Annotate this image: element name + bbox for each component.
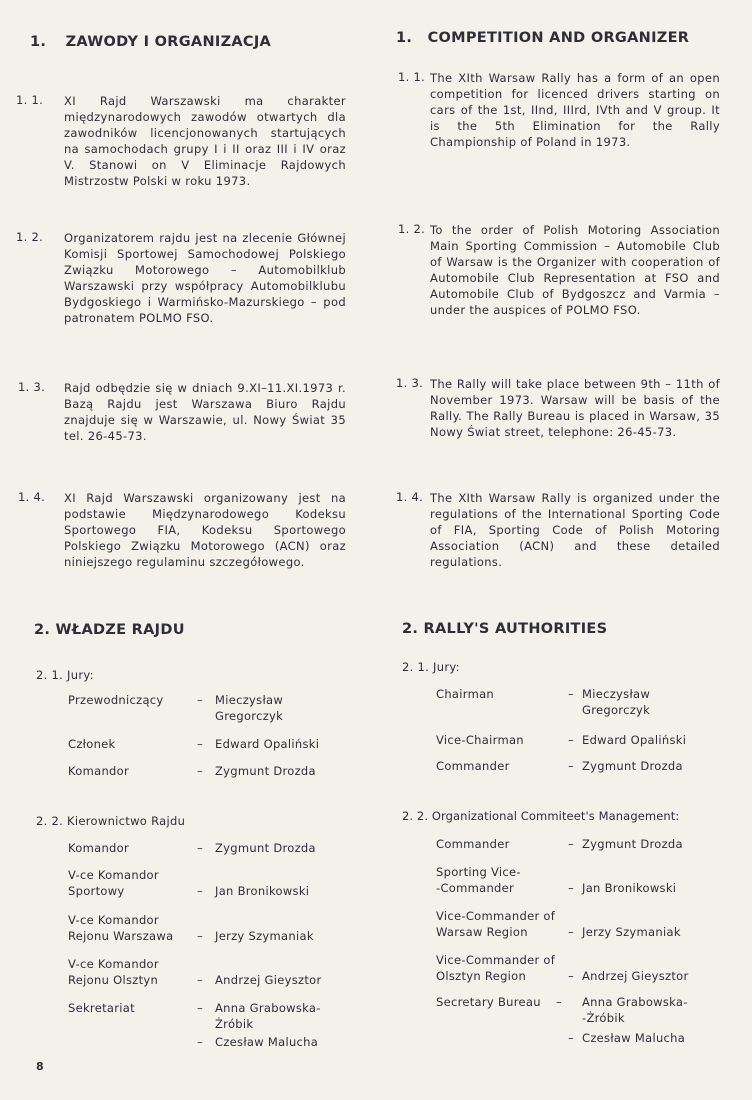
member-name: Andrzej Gieysztor: [582, 969, 689, 983]
paragraph-number: 1. 2.: [16, 230, 44, 244]
page-number: 8: [36, 1060, 44, 1073]
role-label: Secretary Bureau: [436, 995, 541, 1009]
dash: –: [568, 837, 575, 851]
paragraph-number: 1. 3.: [18, 380, 46, 394]
dash: –: [568, 881, 575, 895]
role-label: Commander: [436, 837, 510, 851]
section-title: ZAWODY I ORGANIZACJA: [65, 34, 272, 50]
role-label: Vice-Chairman: [436, 733, 524, 747]
member-name: Anna Grabowska- -Żróbik: [582, 995, 688, 1025]
paragraph-text: The XIth Warsaw Rally has a form of an open competition for licenced drivers starting on cars of the 1st, IInd, IIIrd, IVth and V group. It is the 5th Elimination for the Rally Championship of Poland in 1973.: [430, 71, 720, 149]
section-number: 1.: [396, 30, 413, 46]
management-list: [68, 840, 358, 1052]
role-label: Vice-Commander of Olsztyn Region: [436, 953, 556, 983]
jury-row: [68, 692, 358, 724]
paragraph-text: XI Rajd Warszawski ma charakter międzynarodowych zawodów otwartych dla zawodników licencjonowanych startujących na samochodach grupy I i II oraz III i IV oraz V. Stanowi on V Eliminacje Rajdowych Mistrzostw Polski w roku 1973.: [64, 94, 346, 188]
member-name: Zygmunt Drozda: [215, 764, 316, 778]
role-label: Członek: [68, 737, 116, 751]
role-label: Przewodniczący: [68, 693, 164, 707]
paragraph-text: The Rally will take place between 9th – 11th of November 1973. Warsaw will be basis of the Rally. The Rally Bureau is placed in Warsaw, 35 Nowy Świat street, telephone: 26-45-73.: [430, 377, 720, 439]
dash: –: [568, 969, 575, 983]
dash: –: [197, 764, 204, 778]
management-heading: 2. 2. Organizational Commiteet's Management:: [402, 809, 680, 823]
member-name: Zygmunt Drozda: [582, 759, 683, 773]
dash: –: [197, 1001, 204, 1015]
member-name: Edward Opaliński: [215, 737, 320, 751]
member-name: Zygmunt Drozda: [582, 837, 683, 851]
dash: –: [568, 733, 575, 747]
dash: –: [568, 759, 575, 773]
management-list: [436, 836, 746, 1058]
dash: –: [568, 925, 575, 939]
member-name: Mieczysław Gregorczyk: [215, 693, 284, 723]
section-title: COMPETITION AND ORGANIZER: [427, 30, 690, 46]
paragraph-text: To the order of Polish Motoring Association Main Sporting Commission – Automobile Club of Warsaw is the Organizer with cooperation of Automobile Club Representation at FSO and Automobile Club of Bydgoszcz and Varmia – under the auspices of POLMO FSO.: [430, 223, 720, 317]
jury-heading: 2. 1. Jury:: [402, 660, 460, 674]
paragraph-text: Organizatorem rajdu jest na zlecenie Głównej Komisji Sportowej Samochodowej Polskiego Związku Motorowego – Automobilklub Warszawski przy współpracy Automobilklubu Bydgoskiego i Warmińsko-Mazurskiego – pod patronatem POLMO FSO.: [64, 231, 346, 325]
dash: –: [556, 995, 563, 1009]
jury-list: [68, 692, 358, 792]
paragraph-text: Rajd odbędzie się w dniach 9.XI–11.XI.1973 r. Bazą Rajdu jest Warszawa Biuro Rajdu znajduje się w Warszawie, ul. Nowy Świat 35 tel. 26-45-73.: [64, 381, 346, 443]
section-1-heading-pl: [30, 34, 271, 50]
role-label: V-ce Komandor Sportowy: [68, 868, 159, 898]
section-2-heading-pl: 2. WŁADZE RAJDU: [34, 622, 185, 638]
paragraph-number: 1. 3.: [396, 376, 424, 390]
dash: –: [197, 737, 204, 751]
member-name: Czesław Malucha: [582, 1031, 686, 1045]
role-label: Sekretariat: [68, 1001, 135, 1015]
dash: –: [197, 693, 204, 707]
management-heading: 2. 2. Kierownictwo Rajdu: [36, 814, 186, 828]
role-label: Komandor: [68, 841, 130, 855]
paragraph-text: The XIth Warsaw Rally is organized under the regulations of the International Sporting Code of FIA, Sporting Code of Polish Motoring Association (ACN) and these detailed regulations.: [430, 491, 720, 569]
jury-heading: 2. 1. Jury:: [36, 668, 94, 682]
role-label: Chairman: [436, 687, 495, 701]
member-name: Jan Bronikowski: [582, 881, 677, 895]
role-label: Sporting Vice- -Commander: [436, 865, 521, 895]
dash: –: [197, 884, 204, 898]
role-label: V-ce Komandor Rejonu Warszawa: [68, 913, 174, 943]
role-label: Vice-Commander of Warsaw Region: [436, 909, 556, 939]
member-name: Zygmunt Drozda: [215, 841, 316, 855]
section-2-heading-en: 2. RALLY'S AUTHORITIES: [402, 621, 608, 637]
member-name: Andrzej Gieysztor: [215, 973, 322, 987]
dash: –: [197, 1035, 204, 1049]
paragraph-text: XI Rajd Warszawski organizowany jest na podstawie Międzynarodowego Kodeksu Sportowego FIA, Kodeksu Sportowego Polskiego Związku Motorowego (ACN) oraz niniejszego regulaminu szczegółowego.: [64, 491, 346, 569]
paragraph-number: 1. 4.: [396, 490, 424, 504]
role-label: Commander: [436, 759, 510, 773]
member-name: Czesław Malucha: [215, 1035, 319, 1049]
member-name: Jan Bronikowski: [215, 884, 310, 898]
role-label: V-ce Komandor Rejonu Olsztyn: [68, 957, 159, 987]
section-number: 1.: [30, 34, 47, 50]
dash: –: [568, 687, 575, 701]
member-name: Mieczysław Gregorczyk: [582, 687, 651, 717]
dash: –: [568, 1031, 575, 1045]
member-name: Jerzy Szymaniak: [215, 929, 314, 943]
dash: –: [197, 929, 204, 943]
paragraph-number: 1. 1.: [398, 70, 426, 84]
role-label: Komandor: [68, 764, 130, 778]
member-name: Jerzy Szymaniak: [582, 925, 681, 939]
member-name: Anna Grabowska- Żróbik: [215, 1001, 321, 1031]
jury-list: [436, 686, 746, 786]
section-1-heading-en: [396, 30, 689, 46]
member-name: Edward Opaliński: [582, 733, 687, 747]
paragraph-number: 1. 1.: [16, 93, 44, 107]
paragraph-number: 1. 2.: [398, 222, 426, 236]
paragraph-number: 1. 4.: [18, 490, 46, 504]
dash: –: [197, 973, 204, 987]
dash: –: [197, 841, 204, 855]
